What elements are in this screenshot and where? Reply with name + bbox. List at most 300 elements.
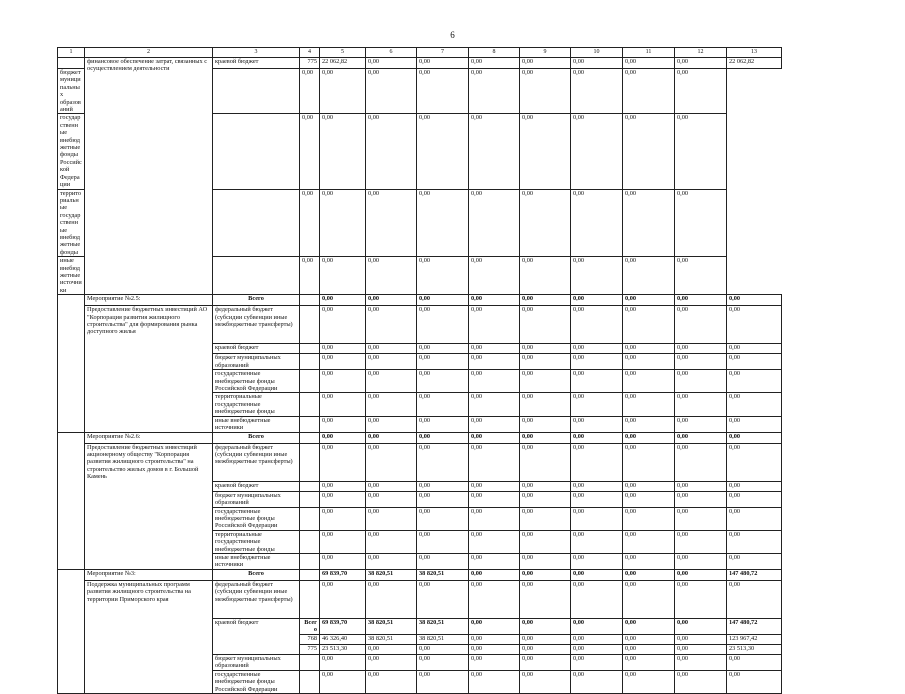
measure-name-cell: Поддержка муниципальных программ развития жилищного строительства на территории Приморского края [85,581,213,694]
amount-cell: 0,00 [675,654,727,670]
amount-cell: 0,00 [571,370,623,393]
amount-cell: 0,00 [675,295,727,306]
amount-cell: 0,00 [675,670,727,693]
amount-cell: 0,00 [675,619,727,635]
amount-cell: 0,00 [520,58,571,69]
funding-source-cell: государственные внебюджетные фонды Российской Федерации [213,670,300,693]
amount-cell: 0,00 [417,432,469,443]
code-cell [300,670,320,693]
amount-cell: 0,00 [520,295,571,306]
amount-cell: 0,00 [469,530,520,553]
amount-cell: 0,00 [727,507,782,530]
amount-cell: 0,00 [675,344,727,354]
amount-cell: 0,00 [520,507,571,530]
amount-cell: 0,00 [469,114,520,189]
amount-cell: 0,00 [417,69,469,114]
amount-cell: 0,00 [320,393,366,416]
amount-cell: 0,00 [417,554,469,570]
measure-name-cell: Мероприятие №2.6: [85,432,213,443]
code-cell: Всего [300,619,320,635]
amount-cell: 0,00 [469,344,520,354]
measure-name-cell: финансовое обеспечение затрат, связанных с осуществлением деятельности [85,58,213,295]
row-number-cell [58,570,85,694]
amount-cell: 0,00 [727,481,782,491]
amount-cell: 0,00 [520,354,571,370]
amount-cell: 0,00 [320,554,366,570]
amount-cell: 0,00 [366,416,417,432]
amount-cell: 0,00 [520,432,571,443]
amount-cell: 0,00 [520,344,571,354]
amount-cell: 0,00 [727,306,782,344]
amount-cell: 0,00 [623,295,675,306]
amount-cell: 0,00 [520,654,571,670]
code-cell [300,295,320,306]
row-number-cell [58,432,85,569]
amount-cell: 0,00 [417,481,469,491]
amount-cell: 0,00 [469,432,520,443]
code-cell: 775 [300,58,320,69]
amount-cell: 0,00 [675,69,727,114]
amount-cell: 0,00 [417,443,469,481]
amount-cell: 0,00 [417,654,469,670]
code-cell [300,393,320,416]
code-cell: 768 [300,634,320,644]
amount-cell: 0,00 [320,491,366,507]
amount-cell: 23 513,30 [320,644,366,654]
amount-cell: 38 820,51 [366,619,417,635]
amount-cell: 0,00 [675,554,727,570]
amount-cell: 0,00 [571,432,623,443]
amount-cell: 0,00 [623,432,675,443]
amount-cell: 0,00 [320,670,366,693]
amount-cell: 0,00 [727,530,782,553]
amount-cell: 0,00 [300,189,320,257]
code-cell [300,554,320,570]
amount-cell: 0,00 [571,619,623,635]
funding-source-cell: краевой бюджет [213,58,300,69]
amount-cell: 38 820,51 [417,634,469,644]
amount-cell: 0,00 [520,393,571,416]
amount-cell: 0,00 [417,581,469,619]
amount-cell: 123 967,42 [727,634,782,644]
amount-cell: 0,00 [675,481,727,491]
funding-source-cell: краевой бюджет [213,344,300,354]
funding-source-cell: бюджет муниципальных образований [213,654,300,670]
amount-cell: 0,00 [320,257,366,295]
amount-cell: 0,00 [623,619,675,635]
code-cell [300,370,320,393]
amount-cell: 23 513,30 [727,644,782,654]
amount-cell: 0,00 [366,354,417,370]
amount-cell: 0,00 [520,670,571,693]
code-cell [213,189,300,257]
amount-cell: 0,00 [469,507,520,530]
amount-cell: 0,00 [469,58,520,69]
amount-cell: 0,00 [320,306,366,344]
amount-cell: 0,00 [366,257,417,295]
amount-cell: 38 820,51 [417,619,469,635]
amount-cell: 0,00 [366,481,417,491]
amount-cell: 0,00 [571,114,623,189]
amount-cell: 0,00 [675,257,727,295]
amount-cell: 0,00 [520,306,571,344]
amount-cell: 0,00 [727,654,782,670]
amount-cell: 0,00 [675,354,727,370]
funding-source-cell: бюджет муниципальных образований [213,491,300,507]
code-cell [300,344,320,354]
amount-cell: 0,00 [520,69,571,114]
amount-cell: 0,00 [417,354,469,370]
code-cell [300,507,320,530]
amount-cell: 0,00 [417,507,469,530]
code-cell [300,416,320,432]
amount-cell: 0,00 [623,189,675,257]
amount-cell: 0,00 [571,443,623,481]
amount-cell: 0,00 [366,295,417,306]
amount-cell: 0,00 [417,491,469,507]
amount-cell: 0,00 [623,416,675,432]
amount-cell: 0,00 [300,257,320,295]
amount-cell: 0,00 [469,370,520,393]
amount-cell: 0,00 [417,530,469,553]
amount-cell: 22 062,82 [320,58,366,69]
funding-source-cell: бюджет муниципальных образований [213,354,300,370]
table-row [58,306,782,344]
amount-cell: 0,00 [571,581,623,619]
amount-cell: 0,00 [520,114,571,189]
row-number-cell [58,295,85,432]
amount-cell: 0,00 [571,570,623,581]
amount-cell: 0,00 [417,295,469,306]
amount-cell: 0,00 [366,69,417,114]
amount-cell: 0,00 [623,670,675,693]
amount-cell: 0,00 [623,491,675,507]
amount-cell: 0,00 [417,189,469,257]
amount-cell: 0,00 [675,507,727,530]
amount-cell: 0,00 [571,644,623,654]
amount-cell: 0,00 [675,58,727,69]
amount-cell: 46 326,40 [320,634,366,644]
amount-cell: 0,00 [366,393,417,416]
code-cell: 775 [300,644,320,654]
amount-cell: 0,00 [571,257,623,295]
column-number-cell: 9 [520,48,571,58]
funding-source-cell: государственные внебюджетные фонды Российской Федерации [213,370,300,393]
amount-cell: 0,00 [675,432,727,443]
amount-cell: 0,00 [366,670,417,693]
amount-cell: 0,00 [727,393,782,416]
column-number-row [58,48,782,58]
amount-cell: 0,00 [623,69,675,114]
amount-cell: 0,00 [469,481,520,491]
amount-cell: 0,00 [623,481,675,491]
amount-cell: 0,00 [623,344,675,354]
amount-cell: 0,00 [320,295,366,306]
amount-cell: 0,00 [300,114,320,189]
amount-cell: 0,00 [520,644,571,654]
funding-source-cell: территориальные государственные внебюджетные фонды [58,189,85,257]
amount-cell: 0,00 [571,670,623,693]
amount-cell: 0,00 [675,306,727,344]
budget-table [57,47,782,694]
amount-cell: 0,00 [320,481,366,491]
column-number-cell: 4 [300,48,320,58]
amount-cell: 0,00 [623,634,675,644]
amount-cell: 0,00 [675,114,727,189]
amount-cell: 0,00 [366,644,417,654]
code-cell [300,306,320,344]
funding-source-cell: федеральный бюджет (субсидии субвенции иные межбюджетные трансферты) [213,306,300,344]
amount-cell: 0,00 [366,507,417,530]
amount-cell: 0,00 [417,416,469,432]
amount-cell: 0,00 [571,530,623,553]
amount-cell: 0,00 [623,306,675,344]
amount-cell: 38 820,51 [366,570,417,581]
amount-cell: 0,00 [469,634,520,644]
amount-cell: 0,00 [727,554,782,570]
amount-cell: 0,00 [320,189,366,257]
amount-cell: 0,00 [469,644,520,654]
code-cell [213,114,300,189]
amount-cell: 22 062,82 [727,58,782,69]
code-cell [300,581,320,619]
amount-cell: 0,00 [520,570,571,581]
amount-cell: 0,00 [571,507,623,530]
amount-cell: 0,00 [366,344,417,354]
amount-cell: 0,00 [623,644,675,654]
amount-cell: 0,00 [675,443,727,481]
amount-cell: 0,00 [520,491,571,507]
funding-source-cell: краевой бюджет [213,481,300,491]
amount-cell: 0,00 [727,370,782,393]
amount-cell: 0,00 [520,554,571,570]
amount-cell: 0,00 [675,570,727,581]
amount-cell: 0,00 [417,58,469,69]
funding-source-cell: федеральный бюджет (субсидии субвенции иные межбюджетные трансферты) [213,443,300,481]
amount-cell: 0,00 [571,654,623,670]
amount-cell: 0,00 [366,443,417,481]
amount-cell: 0,00 [320,530,366,553]
amount-cell: 0,00 [727,670,782,693]
amount-cell: 0,00 [469,295,520,306]
amount-cell: 0,00 [469,491,520,507]
amount-cell: 0,00 [366,370,417,393]
amount-cell: 0,00 [320,69,366,114]
amount-cell: 0,00 [623,654,675,670]
measure-name-cell: Мероприятие №3: [85,570,213,581]
amount-cell: 0,00 [727,443,782,481]
amount-cell: 0,00 [320,507,366,530]
amount-cell: 0,00 [520,257,571,295]
column-number-cell: 11 [623,48,675,58]
amount-cell: 147 480,72 [727,570,782,581]
amount-cell: 0,00 [417,644,469,654]
page-number: 6 [450,30,455,40]
amount-cell: 0,00 [675,416,727,432]
table-row [58,570,782,581]
funding-source-cell: государственные внебюджетные фонды Российской Федерации [58,114,85,189]
measure-name-cell: Мероприятие №2.5: [85,295,213,306]
amount-cell: 69 839,70 [320,619,366,635]
amount-cell: 0,00 [623,393,675,416]
amount-cell: 0,00 [675,530,727,553]
code-cell [213,69,300,114]
funding-source-cell: иные внебюджетные источники [58,257,85,295]
amount-cell: 38 820,51 [417,570,469,581]
amount-cell: 0,00 [520,581,571,619]
funding-source-cell: краевой бюджет [213,619,300,655]
funding-source-cell: федеральный бюджет (субсидии субвенции иные межбюджетные трансферты) [213,581,300,619]
amount-cell: 0,00 [417,393,469,416]
code-cell [300,443,320,481]
column-number-cell: 3 [213,48,300,58]
amount-cell: 0,00 [520,370,571,393]
table-row [58,443,782,481]
amount-cell: 0,00 [571,416,623,432]
funding-source-cell: Всего [213,295,300,306]
column-number-cell: 6 [366,48,417,58]
column-number-cell: 1 [58,48,85,58]
amount-cell: 0,00 [571,354,623,370]
amount-cell: 0,00 [320,432,366,443]
amount-cell: 0,00 [320,416,366,432]
column-number-cell: 2 [85,48,213,58]
column-number-cell: 8 [469,48,520,58]
amount-cell: 0,00 [571,634,623,644]
amount-cell: 0,00 [520,481,571,491]
code-cell [300,481,320,491]
amount-cell: 0,00 [571,189,623,257]
funding-source-cell: территориальные государственные внебюджетные фонды [213,530,300,553]
amount-cell: 0,00 [571,344,623,354]
measure-name-cell: Предоставление бюджетных инвестиций АО "Корпорация развития жилищного строительства" для формирования рынка доступного жилья [85,306,213,432]
amount-cell: 0,00 [469,554,520,570]
amount-cell: 0,00 [623,114,675,189]
table-row [58,295,782,306]
funding-source-cell: Всего [213,432,300,443]
amount-cell: 0,00 [520,189,571,257]
amount-cell: 0,00 [675,370,727,393]
code-cell [300,654,320,670]
amount-cell: 0,00 [675,189,727,257]
amount-cell: 0,00 [571,481,623,491]
table-row [58,581,782,619]
amount-cell: 0,00 [366,581,417,619]
funding-source-cell: Всего [213,570,300,581]
column-number-cell: 12 [675,48,727,58]
funding-source-cell: территориальные государственные внебюджетные фонды [213,393,300,416]
amount-cell: 0,00 [417,370,469,393]
amount-cell: 0,00 [417,670,469,693]
code-cell [300,570,320,581]
amount-cell: 0,00 [366,114,417,189]
amount-cell: 0,00 [417,344,469,354]
amount-cell: 0,00 [520,443,571,481]
amount-cell: 0,00 [571,69,623,114]
amount-cell: 0,00 [520,530,571,553]
column-number-cell: 7 [417,48,469,58]
amount-cell: 147 480,72 [727,619,782,635]
measure-name-cell: Предоставление бюджетных инвестиций акционерному обществу "Корпорация развития жилищного строительства" на строительство жилых домов в г. Большой Камень [85,443,213,569]
amount-cell: 0,00 [417,306,469,344]
code-cell [300,354,320,370]
amount-cell: 0,00 [571,295,623,306]
amount-cell: 0,00 [727,295,782,306]
amount-cell: 0,00 [623,443,675,481]
amount-cell: 0,00 [727,432,782,443]
amount-cell: 0,00 [469,619,520,635]
amount-cell: 0,00 [520,634,571,644]
amount-cell: 0,00 [469,443,520,481]
amount-cell: 0,00 [623,58,675,69]
amount-cell: 0,00 [366,306,417,344]
amount-cell: 0,00 [623,354,675,370]
amount-cell: 0,00 [727,354,782,370]
column-number-cell: 5 [320,48,366,58]
amount-cell: 0,00 [320,443,366,481]
amount-cell: 0,00 [520,416,571,432]
amount-cell: 0,00 [320,344,366,354]
amount-cell: 0,00 [300,69,320,114]
amount-cell: 0,00 [469,581,520,619]
amount-cell: 0,00 [366,530,417,553]
amount-cell: 0,00 [727,581,782,619]
amount-cell: 0,00 [469,306,520,344]
amount-cell: 0,00 [320,370,366,393]
amount-cell: 0,00 [469,416,520,432]
column-number-cell: 10 [571,48,623,58]
table-row [58,432,782,443]
table-row [58,58,782,69]
amount-cell: 0,00 [571,58,623,69]
amount-cell: 0,00 [675,393,727,416]
amount-cell: 0,00 [469,654,520,670]
amount-cell: 0,00 [469,570,520,581]
amount-cell: 0,00 [675,491,727,507]
funding-source-cell: иные внебюджетные источники [213,554,300,570]
amount-cell: 0,00 [571,491,623,507]
amount-cell: 0,00 [727,416,782,432]
code-cell [300,491,320,507]
code-cell [213,257,300,295]
code-cell [300,432,320,443]
amount-cell: 0,00 [675,634,727,644]
amount-cell: 38 820,51 [366,634,417,644]
amount-cell: 0,00 [571,306,623,344]
amount-cell: 0,00 [366,654,417,670]
amount-cell: 0,00 [366,189,417,257]
amount-cell: 0,00 [675,581,727,619]
amount-cell: 0,00 [623,507,675,530]
amount-cell: 0,00 [675,644,727,654]
amount-cell: 0,00 [469,670,520,693]
amount-cell: 0,00 [623,581,675,619]
row-number-cell [58,58,85,69]
amount-cell: 0,00 [623,570,675,581]
amount-cell: 0,00 [469,393,520,416]
amount-cell: 0,00 [623,554,675,570]
amount-cell: 0,00 [366,491,417,507]
amount-cell: 0,00 [320,581,366,619]
column-number-cell: 13 [727,48,782,58]
amount-cell: 0,00 [727,491,782,507]
amount-cell: 0,00 [571,393,623,416]
amount-cell: 0,00 [366,554,417,570]
funding-source-cell: иные внебюджетные источники [213,416,300,432]
funding-source-cell: государственные внебюджетные фонды Российской Федерации [213,507,300,530]
amount-cell: 0,00 [320,354,366,370]
amount-cell: 0,00 [417,257,469,295]
